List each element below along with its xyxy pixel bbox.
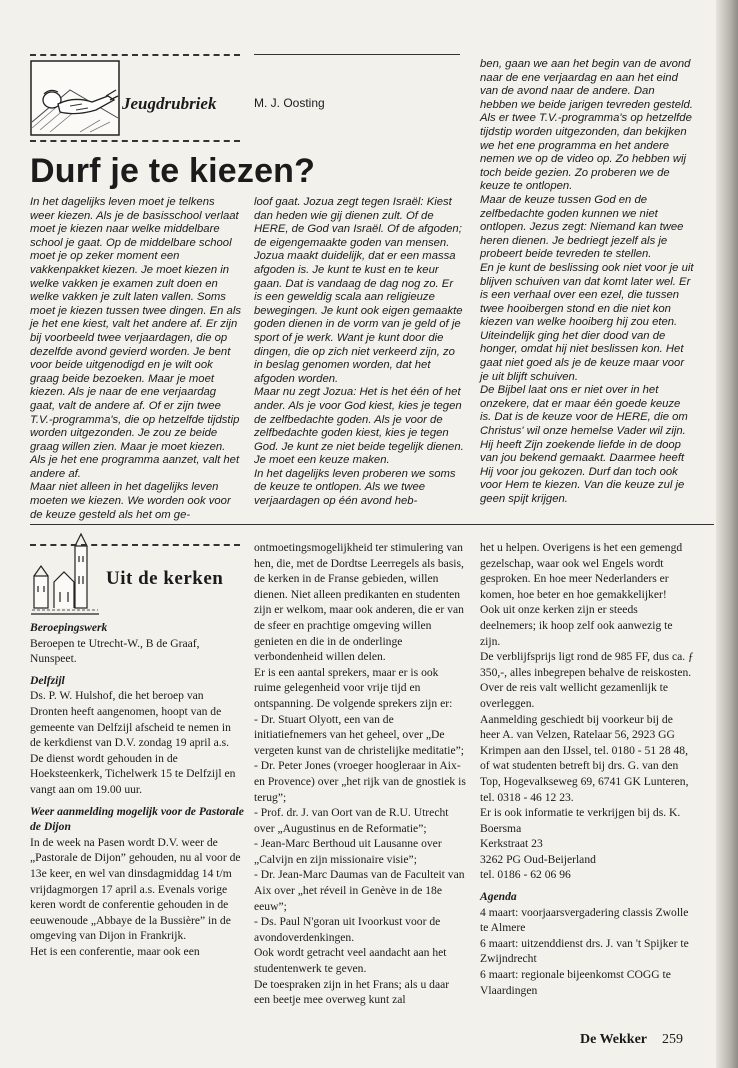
paragraph: 3262 PG Oud-Beijerland <box>480 852 596 866</box>
paragraph: Aanmelding geschiedt bij voorkeur bij de heer A. van Velzen, Ratelaar 56, 2923 GG Krimpen aan den IJssel, tel. 0180 - 51 28 48, of wat studenten betreft bij drs. G. van den Top, Hogevalkseweg 69, 6741 GK Lunteren, tel. 0318 - 46 12 23. <box>480 712 689 804</box>
kerken-column-1 <box>30 620 244 959</box>
person-reclining-icon <box>30 60 120 136</box>
paragraph: tel. 0186 - 62 06 96 <box>480 868 571 882</box>
jeugd-column-1 <box>30 196 242 522</box>
subheading: Beroepingswerk <box>30 621 108 634</box>
paragraph: De toespraken zijn in het Frans; als u daar een beetje mee overweg kunt zal <box>254 977 450 1007</box>
kerken-dashed-rule <box>30 544 240 546</box>
paragraph: Er is ook informatie te verkrijgen bij ds. K. Boersma <box>480 806 681 835</box>
paragraph: Beroepen te Utrecht-W., B de Graaf, Nunspeet. <box>30 636 200 666</box>
header-dashed-rule <box>30 140 240 142</box>
paragraph: Kerkstraat 23 <box>480 837 543 851</box>
paragraph: 6 maart: uitzenddienst drs. J. van 't Spijker te Zwijndrecht <box>480 936 689 966</box>
top-dashed-rule <box>30 54 240 56</box>
paragraph: - Dr. Stuart Olyott, een van de initiatiefnemers van het geheel, over „De vergeten kunst van de christelijke meditatie”; <box>254 712 465 757</box>
article-headline: Durf je te kiezen? <box>30 152 316 190</box>
author-name: M. J. Oosting <box>254 96 325 110</box>
jeugd-column-3 <box>480 58 694 507</box>
jeugd-column-2 <box>254 196 464 509</box>
paragraph: Ook uit onze kerken zijn er steeds deelnemers; ik hoop zelf ook aanwezig te zijn. <box>480 603 673 648</box>
page-edge-shadow <box>716 0 738 1068</box>
page-number: 259 <box>662 1032 683 1047</box>
kerken-column-2 <box>254 540 466 1008</box>
paragraph: Het is een conferentie, maar ook een <box>30 944 200 958</box>
paragraph: ontmoetingsmogelijkheid ter stimulering van hen, die, met de Dordtse Leerregels als basis, de kerken in de Franse gebieden, willen dienen. Niet alleen predikanten en studenten zijn er welkom, maar ook anderen, die er van de sfeer en prachtige omgeving willen genieten en die in de onderlinge verbondenheid willen delen. <box>254 541 464 664</box>
paragraph: - Dr. Peter Jones (vroeger hoogleraar in Aix-en Provence) over „het rijk van de gnostiek is terug”; <box>254 759 466 804</box>
paragraph: - Ds. Paul N'goran uit Ivoorkust voor de avondoverdenkingen. <box>254 915 441 944</box>
paragraph: In het dagelijks leven moet je telkens weer kiezen. Als je de basisschool verlaat moet je kiezen naar welke middelbare school je gaat. Op de middelbare school moet je op zeker moment een vakkenpakket kiezen. Je moet kiezen in welke vakken je examen zult doen en welke vakken je zult laten vallen. Soms moet je kiezen tussen twee dingen. En als je het ene kiest, valt het andere af. Er zijn bij voorbeeld twee verjaardagen, die op dezelfde avond gevierd worden. Je bent voor beide uitgenodigd en je wilt ook graag beide bezoeken. Maar je moet kiezen. Als je naar de ene verjaardag gaat, valt de andere af. Of er zijn twee T.V.-programma's, die op hetzelfde tijdstip worden uitgezonden. Je zou ze beide graag willen zien. Maar je moet kiezen. Als je het ene programma aanzet, valt het andere af. <box>30 196 242 480</box>
magazine-name: De Wekker <box>580 1032 648 1047</box>
paragraph: - Dr. Jean-Marc Daumas van de Faculteit van Aix over „het réveil in Genève in de 18e eeuw”; <box>254 868 465 913</box>
paragraph: Ook wordt getracht veel aandacht aan het studentenwerk te geven. <box>254 946 447 976</box>
paragraph: In het dagelijks leven proberen we soms de keuze te ontlopen. Als we twee verjaardagen op één avond heb- <box>254 467 456 508</box>
kerken-column-3 <box>480 540 694 998</box>
paragraph: Maar nu zegt Jozua: Het is het één of het ander. Als je voor God kiest, kies je tegen de zelfbedachte goden. Als je voor de zelfbedachte goden kiest, kies je tegen God. Je kunt ze niet beide tegelijk dienen. Je moet een keuze maken. <box>254 386 464 467</box>
subheading: Agenda <box>480 890 517 904</box>
paragraph: - Prof. dr. J. van Oort van de R.U. Utrecht over „Augustinus en de Reformatie”; <box>254 806 449 835</box>
paragraph: Er is een aantal sprekers, maar er is ook ruime gelegenheid voor vrije tijd en ontspanning. De volgende sprekers zijn er: <box>254 665 453 710</box>
paragraph: De Bijbel laat ons er niet over in het onzekere, dat er maar één goede keuze is. Dat is de keuze voor de HERE, die om Christus' wil onze hemelse Vader wil zijn. Hij heeft Zijn zoekende liefde in de doop van jou bekend gemaakt. Daarmee heeft Hij voor jou gekozen. Durf dan toch ook voor Hem te kiezen. Van die keuze zul je geen spijt krijgen. <box>480 384 688 505</box>
paragraph: En je kunt de beslissing ook niet voor je uit blijven schuiven van dat komt later wel. Er is een verhaal over een ezel, die tussen twee hooibergen stond en die niet kon kiezen van welke hooiberg hij zou eten. Uiteindelijk ging het dier dood van de honger, omdat hij niet beslissen kon. Het gaat niet goed als je de keuze maar voor je uit blijft schuiven. <box>480 261 694 383</box>
subheading: Delfzijl <box>30 673 65 687</box>
paragraph: Ds. P. W. Hulshof, die het beroep van Dronten heeft aangenomen, hoopt van de gemeente van Delfzijl afscheid te nemen in de kerkdienst van D.V. zondag 19 april a.s. De dienst wordt gehouden in de Hoeksteenkerk, Tichelwerk 15 te Delfzijl en vangt aan om 19.00 uur. <box>30 689 236 796</box>
section-divider <box>30 524 714 525</box>
paragraph: loof gaat. Jozua zegt tegen Israël: Kiest dan heden wie gij dienen zult. Of de HERE, de God van Israël. Of de afgoden; de eigengemaakte goden van mensen. Jozua maakt duidelijk, dat er een massa afgoden is. Je kunt te kust en te keur gaan. Dat is vandaag de dag nog zo. Er is een geweldig scala aan religieuze bewegingen. Je kunt ook eigen gemaakte goden dienen in de vorm van je geld of je sport of je werk. Want je kunt door die dingen, die op zich niet verkeerd zijn, zo in beslag genomen worden, dat het afgoden worden. <box>254 196 463 385</box>
subheading: Weer aanmelding mogelijk voor de Pastorale de Dijon <box>30 804 244 834</box>
paragraph: Maar de keuze tussen God en de zelfbedachte goden kunnen we niet ontlopen. Jezus zegt: Niemand kan twee heren dienen. Je bedriegt jezelf als je probeert beide tevreden te stellen. <box>480 193 684 261</box>
paragraph: Maar niet alleen in het dagelijks leven moeten we kiezen. We worden ook voor de keuze gesteld als het om ge- <box>30 481 231 521</box>
paragraph: ben, gaan we aan het begin van de avond naar de ene verjaardag en aan het eind van de avond naar de andere. Dan hebben we beide jarigen tevreden gesteld. Als er twee T.V.-programma's op hetzelfde tijdstip worden uitgezonden, dan bekijken we het ene programma en het andere nemen we op de video op. Zo hebben wij toch beide gezien. Zo proberen we de keuze te ontlopen. <box>480 58 693 193</box>
paragraph: het u helpen. Overigens is het een gemengd gezelschap, waar ook wel Engels wordt gesproken. En hoe meer Nederlanders er komen, hoe beter en hoe gemakkelijker! <box>480 541 683 601</box>
paragraph: De verblijfsprijs ligt rond de 985 FF, dus ca. ƒ 350,-, alles inbegrepen behalve de reiskosten. Over de reis valt wellicht gezamenlijk te overleggen. <box>480 650 694 710</box>
paragraph: - Jean-Marc Berthoud uit Lausanne over „Calvijn en zijn missionaire visie”; <box>254 837 442 866</box>
section-title: Uit de kerken <box>106 568 224 589</box>
paragraph: In de week na Pasen wordt D.V. weer de „Pastorale de Dijon” gehouden, nu al voor de 13e keer, en wel van dinsdagmiddag 14 t/m vrijdagmorgen 17 april a.s. Evenals vorige keren wordt de conferentie gehouden in de eeuwenoude „Abbaye de la Bussière” in de omgeving van Dijon in Frankrijk. <box>30 835 241 943</box>
paragraph: 6 maart: regionale bijeenkomst COGG te Vlaardingen <box>480 968 671 997</box>
top-solid-rule <box>254 54 460 55</box>
rubriek-title: Jeugdrubriek <box>122 94 217 113</box>
paragraph: 4 maart: voorjaarsvergadering classis Zwolle te Almere <box>480 905 689 935</box>
